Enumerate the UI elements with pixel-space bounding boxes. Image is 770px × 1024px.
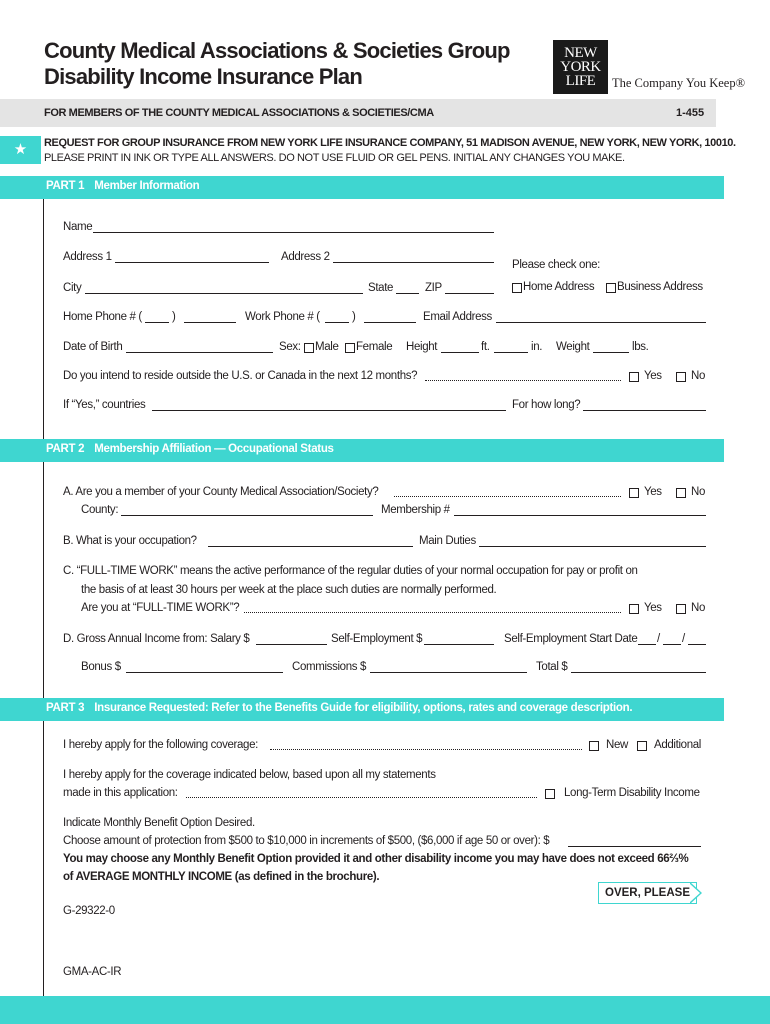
reside-question: Do you intend to reside outside the U.S. or Canada in the next 12 months? xyxy=(63,370,418,382)
ltd-checkbox[interactable] xyxy=(545,789,555,799)
self-employment-field[interactable] xyxy=(424,644,494,645)
main-duties-field[interactable] xyxy=(479,546,706,547)
home-phone-area-field[interactable] xyxy=(145,322,169,323)
new-coverage-checkbox[interactable] xyxy=(589,741,599,751)
email-label: Email Address xyxy=(423,311,492,323)
work-phone-paren: ) xyxy=(352,311,356,323)
members-band-text: FOR MEMBERS OF THE COUNTY MEDICAL ASSOCIATIONS & SOCIETIES/CMA xyxy=(44,107,434,119)
part2-title: Membership Affiliation — Occupational Status xyxy=(94,443,334,455)
sex-label: Sex: xyxy=(279,341,301,353)
statements-line-2: made in this application: xyxy=(63,787,178,799)
form-number: G-29322-0 xyxy=(63,905,115,917)
female-checkbox[interactable] xyxy=(345,343,355,353)
benefit-amount-field[interactable] xyxy=(568,846,701,847)
reside-leader xyxy=(425,380,621,381)
form-code: 1-455 xyxy=(676,107,705,119)
form-title-line-1: County Medical Associations & Societies Group xyxy=(44,38,510,63)
female-label: Female xyxy=(356,341,393,353)
address2-label: Address 2 xyxy=(281,251,330,263)
form-title-line-2: Disability Income Insurance Plan xyxy=(44,64,362,89)
start-month-field[interactable] xyxy=(638,644,656,645)
weight-field[interactable] xyxy=(593,352,629,353)
zip-field[interactable] xyxy=(445,293,494,294)
bonus-label: Bonus $ xyxy=(81,661,121,673)
fulltime-yes-checkbox[interactable] xyxy=(629,604,639,614)
indicate-benefit-label: Indicate Monthly Benefit Option Desired. xyxy=(63,817,255,829)
total-label: Total $ xyxy=(536,661,568,673)
fulltime-no-label: No xyxy=(691,602,706,614)
height-in-field[interactable] xyxy=(494,352,528,353)
bonus-field[interactable] xyxy=(126,672,283,673)
fulltime-no-checkbox[interactable] xyxy=(676,604,686,614)
countries-field[interactable] xyxy=(152,410,506,411)
star-icon: ★ xyxy=(0,136,41,164)
how-long-label: For how long? xyxy=(512,399,581,411)
fulltime-question: Are you at “FULL-TIME WORK”? xyxy=(81,602,240,614)
state-label: State xyxy=(368,282,394,294)
membership-label: Membership # xyxy=(381,504,450,516)
email-field[interactable] xyxy=(496,322,706,323)
work-phone-label: Work Phone # ( xyxy=(245,311,320,323)
part2-frame xyxy=(43,462,44,698)
weight-label: Weight xyxy=(556,341,590,353)
city-label: City xyxy=(63,282,82,294)
part1-label: PART 1 xyxy=(46,180,85,192)
benefit-limit-line-2: of AVERAGE MONTHLY INCOME (as defined in the brochure). xyxy=(63,871,380,883)
male-checkbox[interactable] xyxy=(304,343,314,353)
footer-bar xyxy=(0,996,770,1024)
zip-label: ZIP xyxy=(425,282,442,294)
new-york-life-logo xyxy=(553,40,608,94)
logo-text-new: NEW xyxy=(564,45,597,61)
commissions-field[interactable] xyxy=(370,672,527,673)
over-please-label: OVER, PLEASE xyxy=(598,882,697,904)
state-field[interactable] xyxy=(396,293,419,294)
additional-coverage-label: Additional xyxy=(654,739,702,751)
commissions-label: Commissions $ xyxy=(292,661,367,673)
total-field[interactable] xyxy=(571,672,706,673)
home-phone-paren: ) xyxy=(172,311,176,323)
address2-field[interactable] xyxy=(333,262,494,263)
business-address-checkbox[interactable] xyxy=(606,283,616,293)
work-phone-field[interactable] xyxy=(364,322,416,323)
dob-label: Date of Birth xyxy=(63,341,123,353)
how-long-field[interactable] xyxy=(583,410,706,411)
choose-amount-label: Choose amount of protection from $500 to $10,000 in increments of $500, ($6,000 if age 50 or over): $ xyxy=(63,835,550,847)
home-address-label: Home Address xyxy=(523,281,595,293)
company-tagline: The Company You Keep® xyxy=(612,76,746,90)
part3-frame xyxy=(43,721,44,996)
new-coverage-label: New xyxy=(606,739,628,751)
name-field[interactable] xyxy=(93,232,494,233)
salary-label: D. Gross Annual Income from: Salary $ xyxy=(63,633,250,645)
height-ft-field[interactable] xyxy=(441,352,479,353)
part3-label: PART 3 xyxy=(46,702,85,714)
home-phone-field[interactable] xyxy=(184,322,236,323)
request-statement: REQUEST FOR GROUP INSURANCE FROM NEW YORK LIFE INSURANCE COMPANY, 51 MADISON AVENUE, NEW YORK, NEW YORK, 10010. xyxy=(44,137,736,149)
member-no-label: No xyxy=(691,486,706,498)
print-instructions: PLEASE PRINT IN INK OR TYPE ALL ANSWERS. DO NOT USE FLUID OR GEL PENS. INITIAL ANY CHANGES YOU MAKE. xyxy=(44,152,625,164)
arrow-right-icon-inner xyxy=(690,884,700,902)
start-day-field[interactable] xyxy=(663,644,681,645)
part1-title: Member Information xyxy=(94,180,200,192)
start-year-field[interactable] xyxy=(688,644,706,645)
address1-label: Address 1 xyxy=(63,251,112,263)
reside-no-label: No xyxy=(691,370,706,382)
county-field[interactable] xyxy=(121,515,373,516)
fulltime-definition-line1: C. “FULL-TIME WORK” means the active performance of the regular duties of your normal occupation for pay or profit on xyxy=(63,565,638,577)
part3-header xyxy=(46,702,632,714)
membership-field[interactable] xyxy=(454,515,706,516)
logo-text-york: YORK xyxy=(560,59,601,75)
business-address-label: Business Address xyxy=(617,281,703,293)
main-duties-label: Main Duties xyxy=(419,535,476,547)
apply-coverage-label: I hereby apply for the following coverage: xyxy=(63,739,258,751)
occupation-field[interactable] xyxy=(208,546,413,547)
statements-leader xyxy=(186,797,537,798)
fulltime-yes-label: Yes xyxy=(644,602,662,614)
occupation-question: B. What is your occupation? xyxy=(63,535,197,547)
name-label: Name xyxy=(63,221,93,233)
part3-title: Insurance Requested: Refer to the Benefits Guide for eligibility, options, rates and coverage description. xyxy=(94,702,633,714)
ltd-label: Long-Term Disability Income xyxy=(564,787,700,799)
address1-field[interactable] xyxy=(115,262,269,263)
member-yes-checkbox[interactable] xyxy=(629,488,639,498)
footer-code: GMA-AC-IR xyxy=(63,966,122,978)
reside-no-checkbox[interactable] xyxy=(676,372,686,382)
self-emp-start-label: Self-Employment Start Date xyxy=(504,633,638,645)
fulltime-leader xyxy=(244,612,621,613)
home-phone-label: Home Phone # ( xyxy=(63,311,142,323)
part1-header xyxy=(46,180,199,192)
member-yes-label: Yes xyxy=(644,486,662,498)
ft-label: ft. xyxy=(481,341,490,353)
statements-line-1: I hereby apply for the coverage indicated below, based upon all my statements xyxy=(63,769,436,781)
part2-label: PART 2 xyxy=(46,443,85,455)
member-no-checkbox[interactable] xyxy=(676,488,686,498)
member-question: A. Are you a member of your County Medical Association/Society? xyxy=(63,486,379,498)
reside-yes-checkbox[interactable] xyxy=(629,372,639,382)
lbs-label: lbs. xyxy=(632,341,649,353)
member-leader xyxy=(394,496,621,497)
part2-header xyxy=(46,443,334,455)
logo-text-life: LIFE xyxy=(565,73,596,89)
self-employment-label: Self-Employment $ xyxy=(331,633,423,645)
date-slash-1: / xyxy=(657,633,660,645)
in-label: in. xyxy=(531,341,543,353)
county-label: County: xyxy=(81,504,119,516)
fulltime-definition-line2: the basis of at least 30 hours per week at the place such duties are normally performed. xyxy=(81,584,497,596)
salary-field[interactable] xyxy=(256,644,327,645)
countries-label: If “Yes,” countries xyxy=(63,399,146,411)
work-phone-area-field[interactable] xyxy=(325,322,349,323)
benefit-limit-line-1: You may choose any Monthly Benefit Option provided it and other disability income you may have does not exceed 66⅔% xyxy=(63,853,689,865)
part1-frame xyxy=(43,199,44,439)
please-check-label: Please check one: xyxy=(512,259,601,271)
height-label: Height xyxy=(406,341,438,353)
reside-yes-label: Yes xyxy=(644,370,662,382)
date-slash-2: / xyxy=(682,633,685,645)
additional-coverage-checkbox[interactable] xyxy=(637,741,647,751)
dob-field[interactable] xyxy=(126,352,273,353)
city-field[interactable] xyxy=(85,293,363,294)
home-address-checkbox[interactable] xyxy=(512,283,522,293)
male-label: Male xyxy=(315,341,339,353)
apply-leader xyxy=(270,749,582,750)
